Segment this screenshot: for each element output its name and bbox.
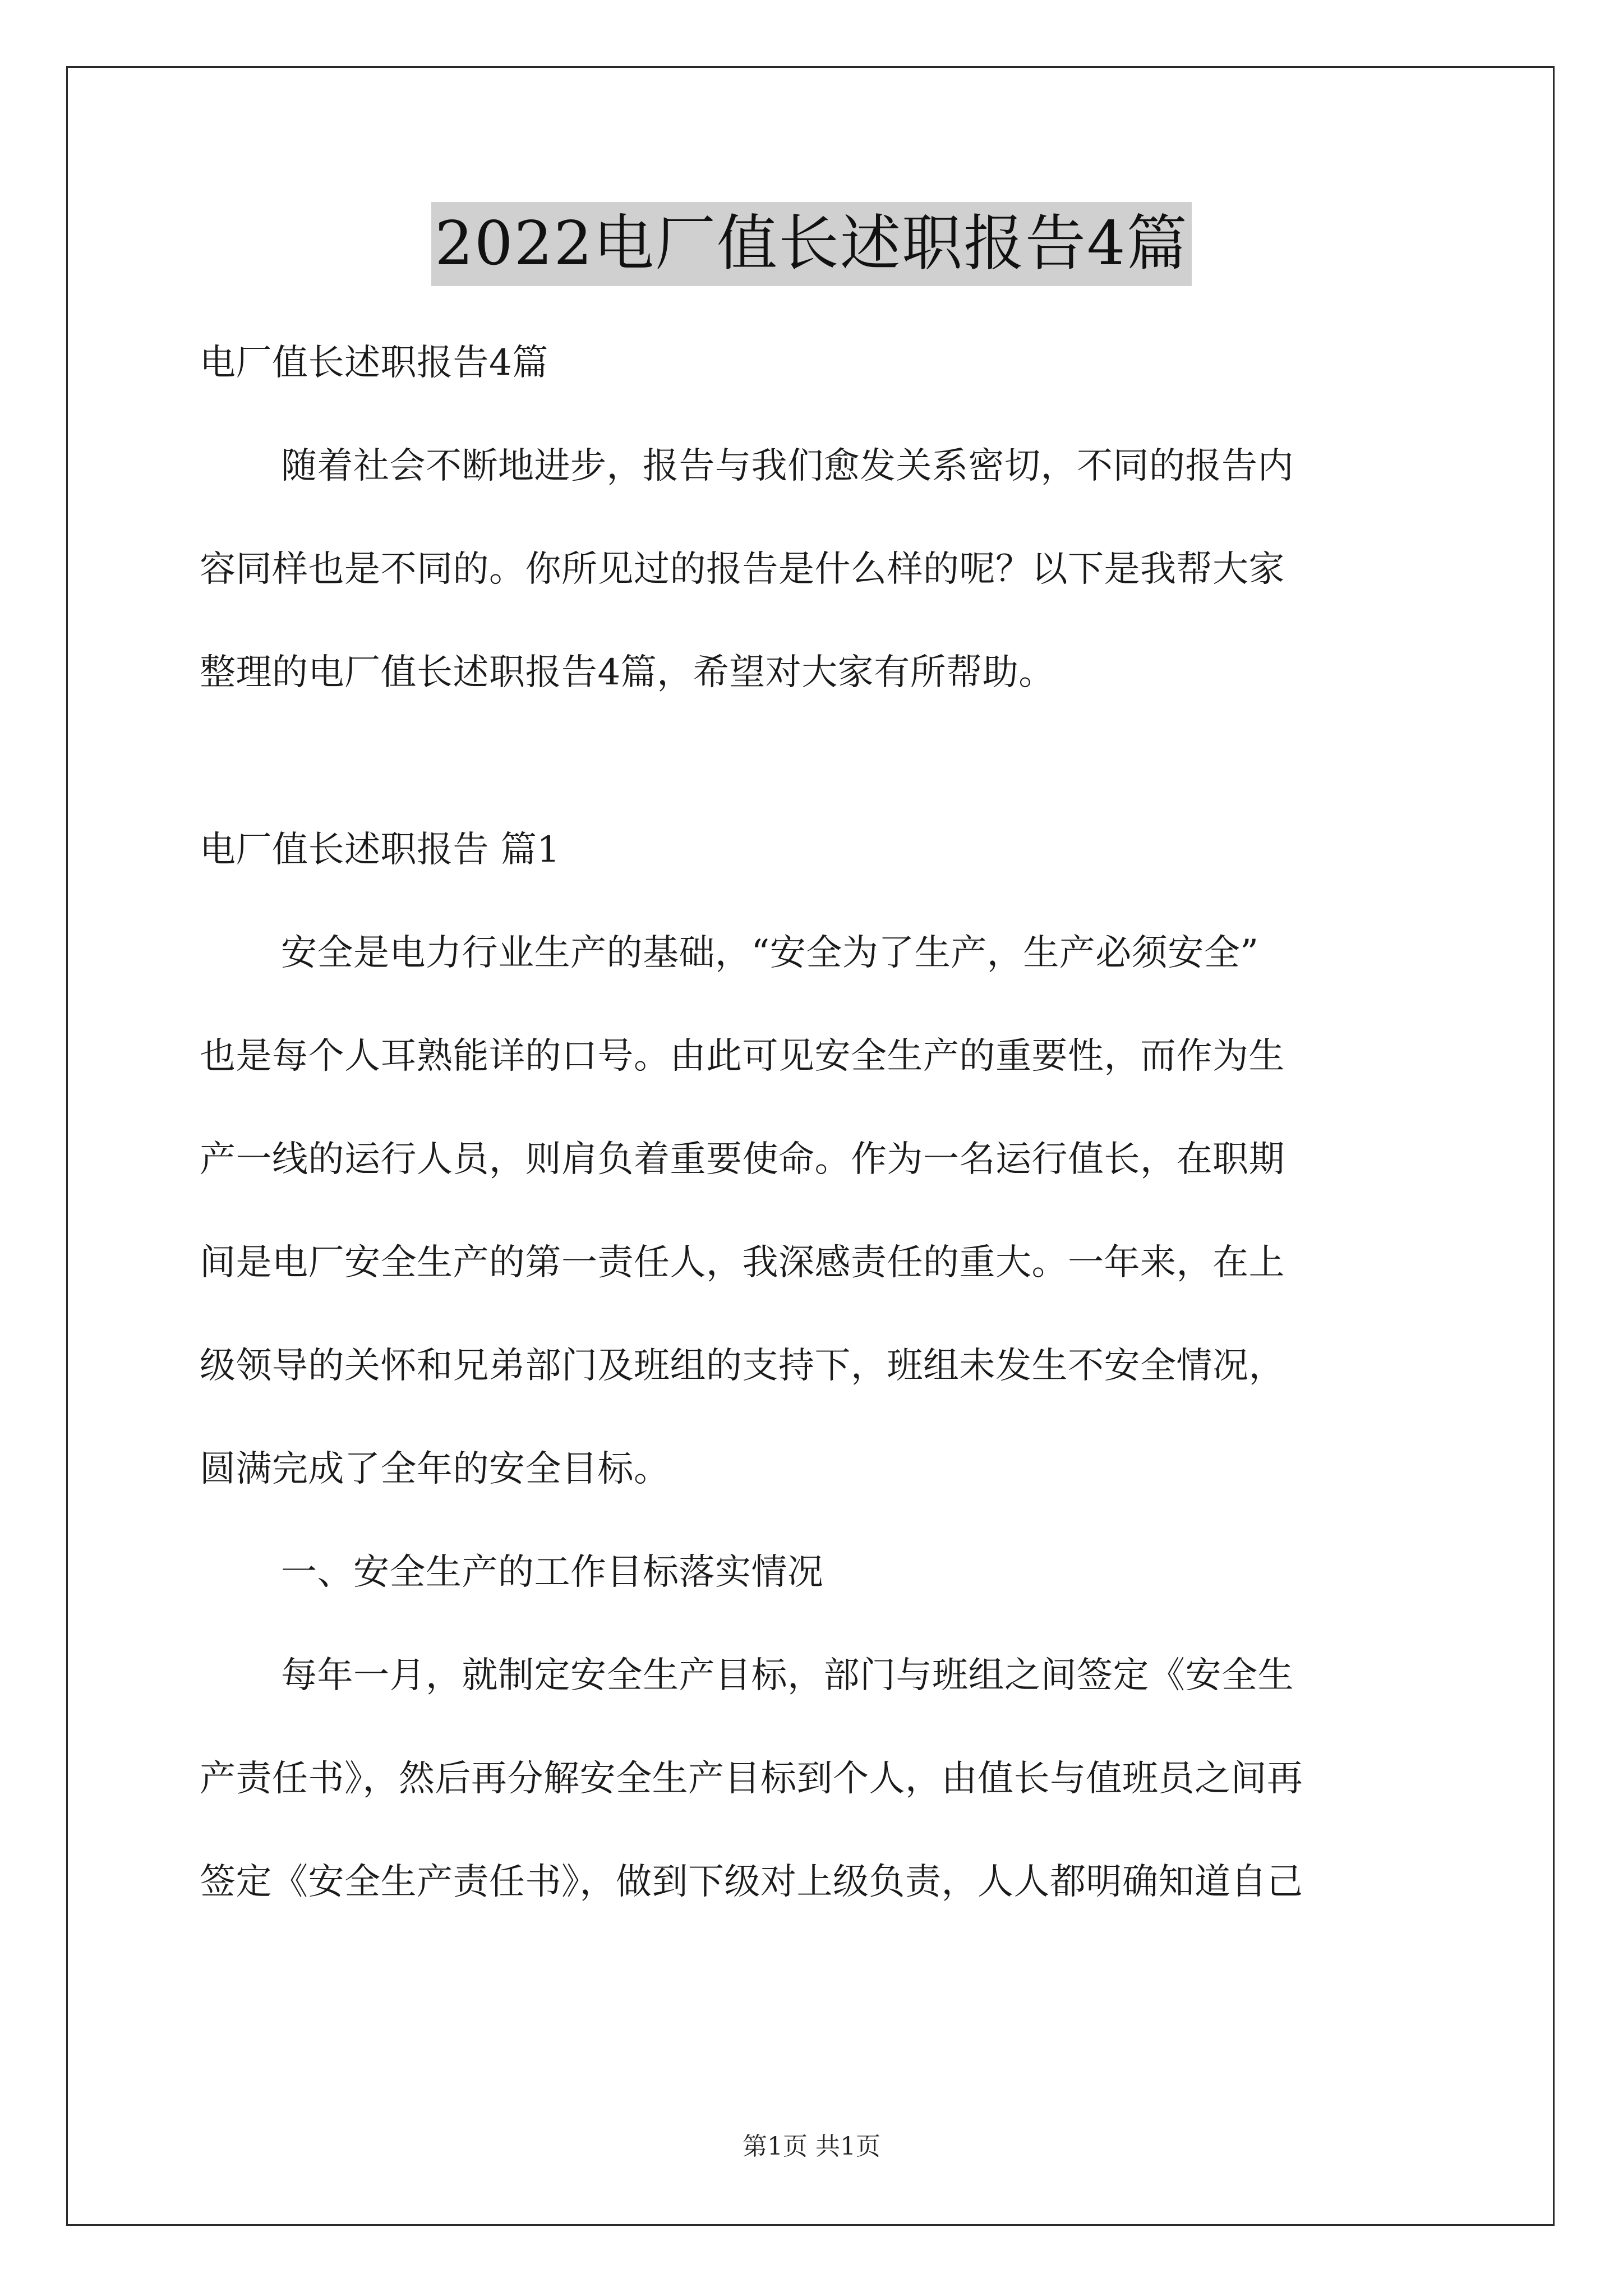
body-line: 签定《安全生产责任书》，做到下级对上级负责，人人都明确知道自己 <box>200 1861 1303 1903</box>
body-line: 圆满完成了全年的安全目标。 <box>200 1448 670 1490</box>
body-line: 产一线的运行人员，则肩负着重要使命。作为一名运行值长，在职期 <box>200 1139 1285 1180</box>
paragraph-gap <box>200 724 1433 798</box>
body-line: 级领导的关怀和兄弟部门及班组的支持下，班组未发生不安全情况， <box>200 1345 1285 1387</box>
subheading: 一、安全生产的工作目标落实情况 <box>281 1552 824 1593</box>
body-line: 产责任书》，然后再分解安全生产目标到个人，由值长与值班员之间再 <box>200 1758 1303 1800</box>
body-line: 间是电厂安全生产的第一责任人，我深感责任的重大。一年来，在上 <box>200 1242 1285 1283</box>
section-heading: 电厂值长述职报告 篇1 <box>200 829 560 871</box>
document-subtitle: 电厂值长述职报告4篇 <box>200 342 548 384</box>
document-body <box>200 311 1433 1934</box>
body-line: 也是每个人耳熟能详的口号。由此可见安全生产的重要性，而作为生 <box>200 1036 1285 1077</box>
page-footer: 第1页 共1页 <box>743 2132 880 2161</box>
body-line: 每年一月，就制定安全生产目标，部门与班组之间签定《安全生 <box>281 1655 1294 1696</box>
intro-line: 随着社会不断地进步，报告与我们愈发关系密切，不同的报告内 <box>281 445 1294 487</box>
body-line: 安全是电力行业生产的基础，“安全为了生产，生产必须安全” <box>281 932 1259 974</box>
title-container <box>0 202 1623 286</box>
intro-line: 整理的电厂值长述职报告4篇，希望对大家有所帮助。 <box>200 652 1055 693</box>
document-title: 2022电厂值长述职报告4篇 <box>431 202 1192 286</box>
intro-line: 容同样也是不同的。你所见过的报告是什么样的呢？以下是我帮大家 <box>200 549 1285 590</box>
